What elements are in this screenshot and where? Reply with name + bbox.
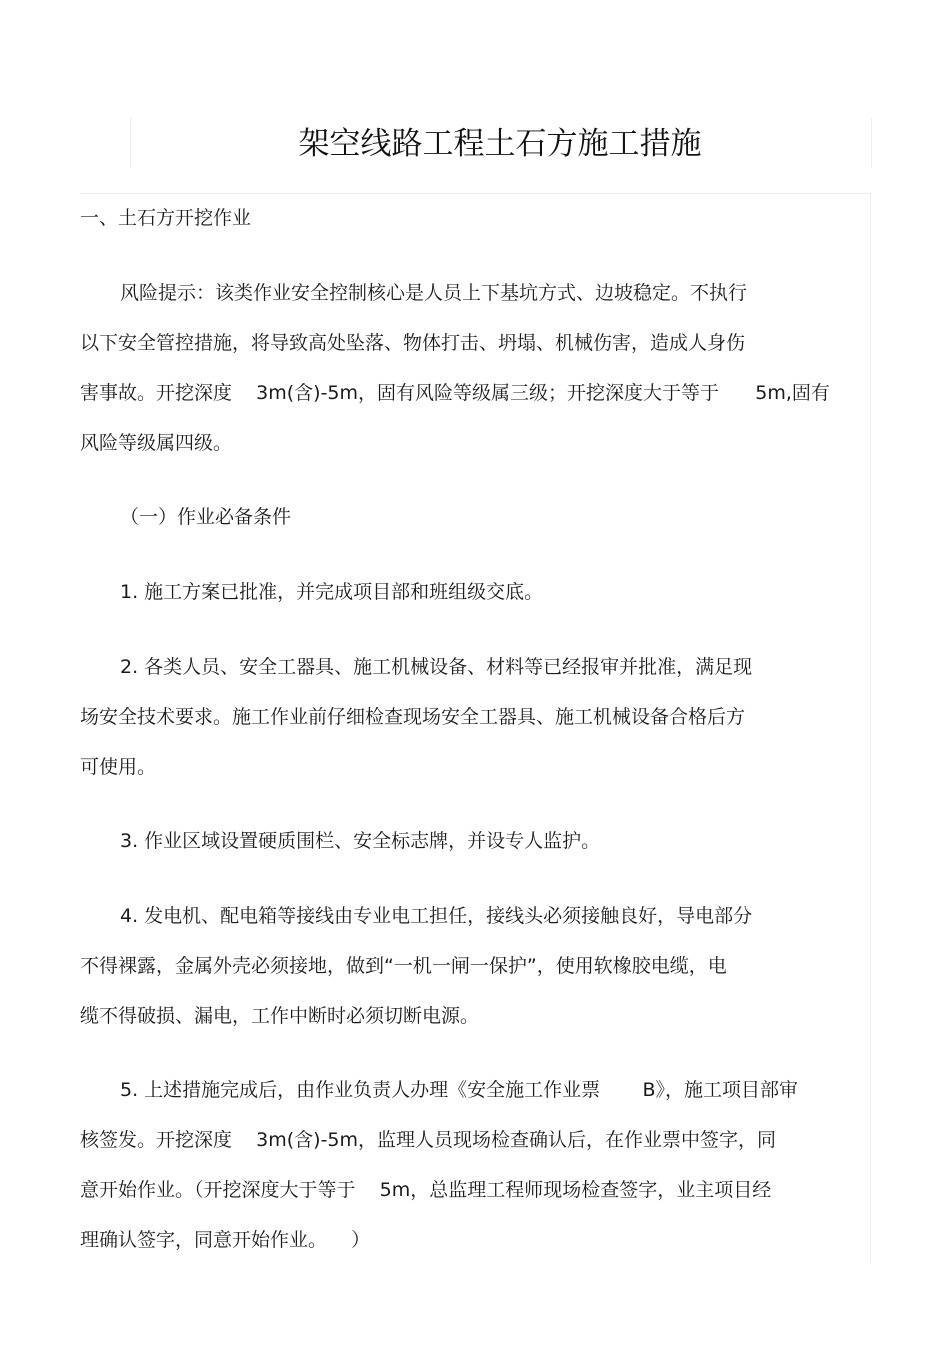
item-5-line-3: 意开始作业。（开挖深度大于等于 5m，总监理工程师现场检查签字，业主项目经 <box>80 1179 772 1201</box>
risk-line-3: 害事故。开挖深度 3m(含)-5m，固有风险等级属三级；开挖深度大于等于 5m,固有 <box>80 382 830 404</box>
item-2-line-3: 可使用。 <box>80 756 157 778</box>
section-heading: 一、土石方开挖作业 <box>80 207 252 229</box>
risk-line-4: 风险等级属四级。 <box>80 432 233 454</box>
risk-line-2: 以下安全管控措施，将导致高处坠落、物体打击、坍塌、机械伤害，造成人身伤 <box>80 332 746 354</box>
document-title: 架空线路工程土石方施工措施 <box>298 126 702 162</box>
item-4-line-2: 不得裸露，金属外壳必须接地，做到“一机一闸一保护”，使用软橡胶电缆，电 <box>80 955 727 977</box>
item-4-line-1: 4. 发电机、配电箱等接线由专业电工担任，接线头必须接触良好，导电部分 <box>120 905 753 927</box>
item-3-line-1: 3. 作业区域设置硬质围栏、安全标志牌，并设专人监护。 <box>120 830 601 852</box>
item-1-line-1: 1. 施工方案已批准，并完成项目部和班组级交底。 <box>120 581 544 603</box>
item-5-line-2: 核签发。开挖深度 3m(含)-5m，监理人员现场检查确认后，在作业票中签字，同 <box>80 1129 777 1151</box>
item-4-line-3: 缆不得破损、漏电，工作中断时必须切断电源。 <box>80 1005 480 1027</box>
item-2-line-2: 场安全技术要求。施工作业前仔细检查现场安全工器具、施工机械设备合格后方 <box>80 706 746 728</box>
item-5-line-4: 理确认签字，同意开始作业。 ） <box>80 1229 371 1251</box>
item-2-line-1: 2. 各类人员、安全工器具、施工机械设备、材料等已经报审并批准，满足现 <box>120 656 753 678</box>
item-5-line-1: 5. 上述措施完成后，由作业负责人办理《安全施工作业票 B》，施工项目部审 <box>120 1079 798 1101</box>
subsection-heading: （一）作业必备条件 <box>120 506 292 528</box>
risk-line-1: 风险提示：该类作业安全控制核心是人员上下基坑方式、边坡稳定。不执行 <box>120 282 748 304</box>
